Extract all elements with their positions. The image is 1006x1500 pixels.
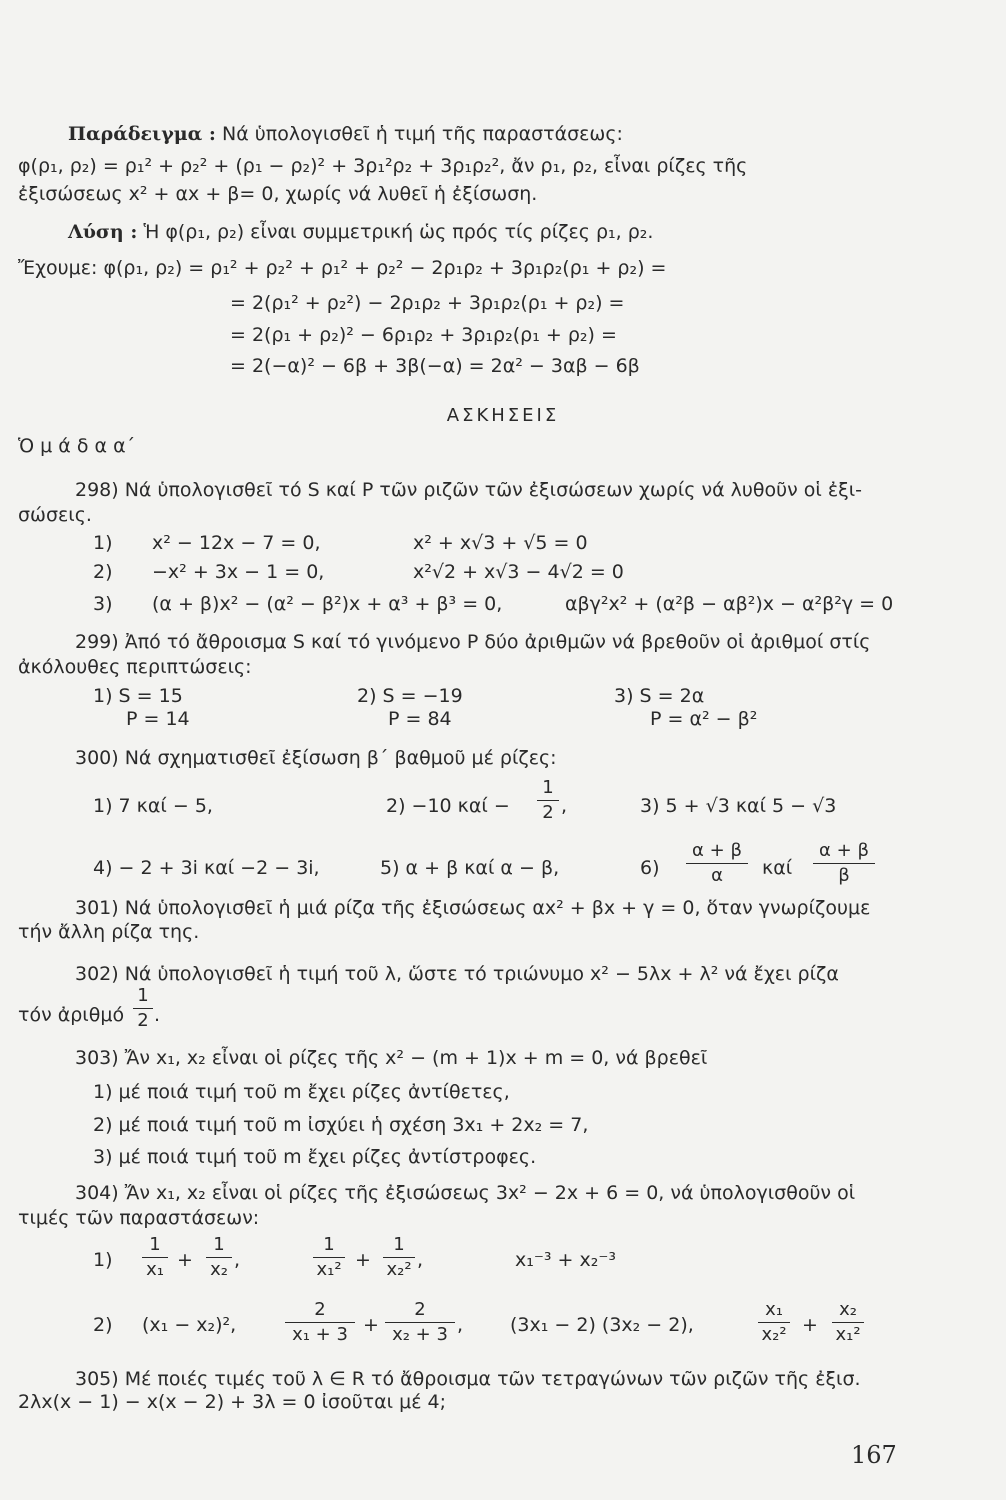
- ex304-text-1: 304) Ἄν x₁, x₂ εἶναι οἱ ρίζες τῆς ἐξισώσεως 3x² − 2x + 6 = 0, νά ὑπολογισθοῦν οἱ: [75, 1182, 856, 1204]
- group-label: Ὁ μ ά δ α α΄: [18, 435, 136, 457]
- ex303-text: 303) Ἄν x₁, x₂ εἶναι οἱ ρίζες τῆς x² − (m + 1)x + m = 0, νά βρεθεῖ: [75, 1047, 708, 1069]
- ex304-row2-fraction-3: [758, 1299, 790, 1346]
- ex305-text-1: 305) Μέ ποιές τιμές τοῦ λ ∈ R τό ἄθροισμα τῶν τετραγώνων τῶν ριζῶν τῆς ἐξισ.: [75, 1368, 861, 1390]
- ex304-row1-fraction-2: [206, 1234, 232, 1281]
- ex300-item-6-pre: 6): [640, 857, 660, 879]
- fraction-bar: [142, 1257, 168, 1258]
- solution-line-2: Ἔχουμε: φ(ρ₁, ρ₂) = ρ₁² + ρ₂² + ρ₁² + ρ₂² − 2ρ₁ρ₂ + 3ρ₁ρ₂(ρ₁ + ρ₂) =: [18, 257, 667, 279]
- example-text: Νά ὑπολογισθεῖ ἡ τιμή τῆς παραστάσεως:: [221, 123, 623, 145]
- fraction-denominator: β: [838, 865, 850, 886]
- ex302-text-2: τόν ἀριθμό: [18, 1004, 125, 1026]
- ex304-row2-plus-1: +: [363, 1314, 379, 1336]
- ex304-row1-comma-1: ,: [234, 1249, 241, 1271]
- fraction-denominator: x₁: [146, 1259, 164, 1280]
- fraction-bar: [285, 1322, 355, 1323]
- ex299-case1-s: 1) S = 15: [93, 685, 183, 707]
- ex304-row2-plus-2: +: [802, 1314, 818, 1336]
- ex304-row2-c: (3x₁ − 2) (3x₂ − 2),: [510, 1314, 694, 1336]
- ex301-text-1: 301) Νά ὑπολογισθεῖ ἡ μιά ρίζα τῆς ἐξισώσεως αx² + βx + γ = 0, ὅταν γνωρίζουμε: [75, 897, 871, 919]
- ex298-row2-a: −x² + 3x − 1 = 0,: [152, 561, 325, 583]
- fraction-numerator: 1: [542, 777, 554, 798]
- fraction-bar: [313, 1257, 345, 1258]
- fraction-numerator: α + β: [692, 840, 742, 861]
- ex304-row2-fraction-1: [285, 1299, 355, 1346]
- fraction-numerator: 1: [137, 985, 149, 1006]
- fraction-denominator: x₁²: [835, 1324, 861, 1345]
- ex298-row2-b: x²√2 + x√3 − 4√2 = 0: [413, 561, 624, 583]
- ex300-item-4: 4) − 2 + 3i καί −2 − 3i,: [93, 857, 320, 879]
- ex300-item-2-post: ,: [561, 795, 568, 817]
- ex304-row2-comma: ,: [457, 1314, 464, 1336]
- ex301-text-2: τήν ἄλλη ρίζα της.: [18, 921, 200, 943]
- fraction-numerator: x₁: [765, 1299, 783, 1320]
- ex303-item-2: 2) μέ ποιά τιμή τοῦ m ἰσχύει ἡ σχέση 3x₁ + 2x₂ = 7,: [93, 1114, 589, 1136]
- ex300-item-6-fraction-2: [813, 840, 875, 887]
- ex298-row3-b: αβγ²x² + (α²β − αβ²)x − α²β²γ = 0: [565, 593, 894, 615]
- ex300-item-6-mid: καί: [762, 857, 793, 879]
- ex298-row2-num: 2): [93, 561, 113, 583]
- ex304-row1-plus-2: +: [355, 1249, 371, 1271]
- fraction-bar: [385, 1322, 455, 1323]
- fraction-bar: [206, 1257, 232, 1258]
- ex302-text-1: 302) Νά ὑπολογισθεῖ ἡ τιμή τοῦ λ, ὥστε τό τριώνυμο x² − 5λx + λ² νά ἔχει ρίζα: [75, 963, 839, 985]
- solution-line-1: [68, 220, 653, 244]
- ex299-case2-p: P = 84: [388, 708, 452, 730]
- ex304-row1-c: x₁⁻³ + x₂⁻³: [515, 1249, 617, 1271]
- ex298-text-2: σώσεις.: [18, 504, 92, 526]
- fraction-denominator: 2: [542, 802, 554, 823]
- fraction-numerator: x₂: [839, 1299, 857, 1320]
- ex304-row1-fraction-4: [383, 1234, 415, 1281]
- fraction-bar: [133, 1008, 153, 1009]
- ex304-row1-fraction-3: [313, 1234, 345, 1281]
- ex298-row1-num: 1): [93, 532, 113, 554]
- fraction-numerator: 1: [149, 1234, 161, 1255]
- fraction-denominator: x₂: [210, 1259, 228, 1280]
- example-label: Παράδειγμα :: [68, 123, 216, 145]
- ex300-item-2-pre: 2) −10 καί −: [386, 795, 510, 817]
- ex302-post: .: [154, 1004, 161, 1026]
- ex298-row3-num: 3): [93, 593, 113, 615]
- ex303-item-3: 3) μέ ποιά τιμή τοῦ m ἔχει ρίζες ἀντίστροφες.: [93, 1146, 537, 1168]
- ex300-text: 300) Νά σχηματισθεῖ ἐξίσωση β΄ βαθμοῦ μέ ρίζες:: [75, 747, 557, 769]
- fraction-numerator: α + β: [819, 840, 869, 861]
- page-number: 167: [851, 1441, 897, 1469]
- solution-label: Λύση :: [68, 221, 138, 243]
- fraction-bar: [758, 1322, 790, 1323]
- fraction-bar: [537, 800, 559, 801]
- fraction-bar: [686, 863, 748, 864]
- ex304-row1-fraction-1: [142, 1234, 168, 1281]
- fraction-bar: [383, 1257, 415, 1258]
- fraction-denominator: x₂²: [761, 1324, 787, 1345]
- solution-line-3: = 2(ρ₁² + ρ₂²) − 2ρ₁ρ₂ + 3ρ₁ρ₂(ρ₁ + ρ₂) =: [230, 292, 625, 314]
- ex303-item-1: 1) μέ ποιά τιμή τοῦ m ἔχει ρίζες ἀντίθετες,: [93, 1081, 510, 1103]
- solution-line-5: = 2(−α)² − 6β + 3β(−α) = 2α² − 3αβ − 6β: [230, 355, 640, 377]
- ex304-row2-fraction-4: [832, 1299, 864, 1346]
- fraction-numerator: 1: [323, 1234, 335, 1255]
- fraction-numerator: 2: [314, 1299, 326, 1320]
- ex299-case2-s: 2) S = −19: [357, 685, 463, 707]
- example-line-3: ἐξισώσεως x² + αx + β= 0, χωρίς νά λυθεῖ ἡ ἐξίσωση.: [18, 183, 538, 205]
- fraction-denominator: x₂ + 3: [392, 1324, 448, 1345]
- fraction-denominator: α: [711, 865, 723, 886]
- example-line-2: φ(ρ₁, ρ₂) = ρ₁² + ρ₂² + (ρ₁ − ρ₂)² + 3ρ₁²ρ₂ + 3ρ₁ρ₂², ἄν ρ₁, ρ₂, εἶναι ρίζες τῆς: [18, 155, 748, 177]
- ex305-text-2: 2λx(x − 1) − x(x − 2) + 3λ = 0 ἰσοῦται μέ 4;: [18, 1391, 447, 1413]
- fraction-numerator: 1: [393, 1234, 405, 1255]
- ex304-row1-plus-1: +: [177, 1249, 193, 1271]
- ex304-row1-num: 1): [93, 1249, 113, 1271]
- fraction-bar: [813, 863, 875, 864]
- ex298-text-1: 298) Νά ὑπολογισθεῖ τό S καί P τῶν ριζῶν τῶν ἐξισώσεων χωρίς νά λυθοῦν οἱ ἐξι-: [75, 479, 863, 501]
- ex304-text-2: τιμές τῶν παραστάσεων:: [18, 1207, 260, 1229]
- solution-line-4: = 2(ρ₁ + ρ₂)² − 6ρ₁ρ₂ + 3ρ₁ρ₂(ρ₁ + ρ₂) =: [230, 324, 617, 346]
- fraction-denominator: x₂²: [386, 1259, 412, 1280]
- ex299-text-2: ἀκόλουθες περιπτώσεις:: [18, 656, 252, 678]
- ex304-row1-comma-2: ,: [417, 1249, 424, 1271]
- ex304-row2-fraction-2: [385, 1299, 455, 1346]
- fraction-denominator: x₁ + 3: [292, 1324, 348, 1345]
- ex298-row3-a: (α + β)x² − (α² − β²)x + α³ + β³ = 0,: [152, 593, 503, 615]
- ex300-item-1: 1) 7 καί − 5,: [93, 795, 213, 817]
- ex298-row1-b: x² + x√3 + √5 = 0: [413, 532, 588, 554]
- fraction-numerator: 2: [414, 1299, 426, 1320]
- ex302-fraction: [133, 985, 153, 1032]
- fraction-denominator: 2: [137, 1010, 149, 1031]
- fraction-bar: [832, 1322, 864, 1323]
- ex304-row2-a: (x₁ − x₂)²,: [142, 1314, 237, 1336]
- ex298-row1-a: x² − 12x − 7 = 0,: [152, 532, 321, 554]
- ex300-item-2-fraction: [537, 777, 559, 824]
- solution-text: Ἡ φ(ρ₁, ρ₂) εἶναι συμμετρική ὡς πρός τίς ρίζες ρ₁, ρ₂.: [143, 221, 654, 243]
- ex299-case1-p: P = 14: [126, 708, 190, 730]
- ex299-text-1: 299) Ἀπό τό ἄθροισμα S καί τό γινόμενο P δύο ἀριθμῶν νά βρεθοῦν οἱ ἀριθμοί στίς: [75, 631, 871, 653]
- ex304-row2-num: 2): [93, 1314, 113, 1336]
- ex300-item-3: 3) 5 + √3 καί 5 − √3: [640, 795, 837, 817]
- ex300-item-6-fraction-1: [686, 840, 748, 887]
- ex299-case3-p: P = α² − β²: [650, 708, 758, 730]
- fraction-numerator: 1: [213, 1234, 225, 1255]
- example-line-1: [68, 122, 623, 146]
- fraction-denominator: x₁²: [316, 1259, 342, 1280]
- ex299-case3-s: 3) S = 2α: [614, 685, 705, 707]
- ex300-item-5: 5) α + β καί α − β,: [380, 857, 560, 879]
- exercises-heading: ΑΣΚΗΣΕΙΣ: [446, 405, 560, 426]
